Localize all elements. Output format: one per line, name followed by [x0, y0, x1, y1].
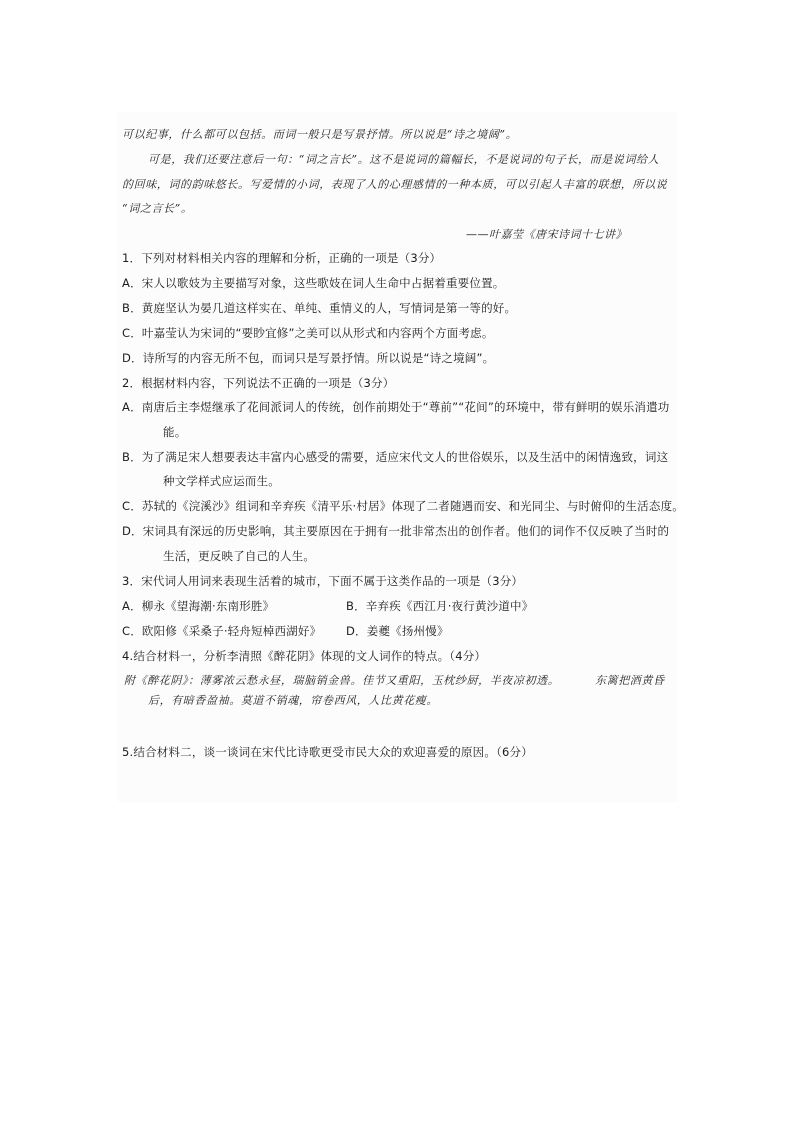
passage-line-1: 可以纪事，什么都可以包括。而词一般只是写景抒情。所以说是“诗之境阔”。: [122, 128, 518, 141]
passage-attribution: ——叶嘉莹《唐宋诗词十七讲》: [466, 228, 627, 241]
q3-option-c: C．欧阳修《采桑子·轻舟短棹西湖好》: [122, 624, 322, 638]
q1-stem: 1．下列对材料相关内容的理解和分析，正确的一项是（3分）: [122, 251, 442, 265]
q2-stem: 2．根据材料内容，下列说法不正确的一项是（3分）: [122, 376, 395, 390]
q1-option-b: B．黄庭坚认为晏几道这样实在、单纯、重情义的人，写情词是第一等的好。: [122, 301, 517, 315]
q2-option-c: C．苏轼的《浣溪沙》组词和辛弃疾《清平乐·村居》体现了二者随遇而安、和光同尘、与时俯仰的生活态度。: [122, 499, 684, 513]
passage-line-4: “词之言长”。: [122, 202, 193, 215]
q4-stem: 4.结合材料一，分析李清照《醉花阴》体现的文人词作的特点。（4分）: [122, 649, 487, 663]
q5-stem: 5.结合材料二，谈一谈词在宋代比诗歌更受市民大众的欢迎喜爱的原因。（6分）: [122, 745, 533, 759]
passage-line-2: 可是，我们还要注意后一句：“词之言长”。这不是说词的篇幅长，不是说词的句子长，而是说词给人: [148, 153, 660, 166]
passage-line-3: 的回味，词的韵味悠长。写爱情的小词，表现了人的心理感情的一种本质，可以引起人丰富的联想，所以说: [122, 178, 668, 191]
q4-poem-line-1: 附《醉花阴》：薄雾浓云愁永昼，瑞脑销金兽。佳节又重阳，玉枕纱厨，半夜凉初透。: [124, 674, 560, 687]
q3-option-a: A．柳永《望海潮·东南形胜》: [122, 599, 275, 613]
q1-option-d: D．诗所写的内容无所不包，而词只是写景抒情。所以说是“诗之境阔”。: [122, 351, 495, 365]
q4-poem-line-1-tail: 东篱把酒黄昏: [595, 674, 665, 687]
q3-stem: 3．宋代词人用词来表现生活着的城市，下面不属于这类作品的一项是（3分）: [122, 574, 524, 588]
q4-poem-line-2: 后，有暗香盈袖。莫道不销魂，帘卷西风，人比黄花瘦。: [148, 694, 438, 707]
q1-option-c: C．叶嘉莹认为宋词的“要眇宜修”之美可以从形式和内容两个方面考虑。: [122, 326, 494, 340]
q2-option-a-line1: A．南唐后主李煜继承了花间派词人的传统，创作前期处于“尊前”“花间”的环境中，带有鲜明的娱乐消遣功: [122, 400, 670, 414]
q3-option-d: D．姜夔《扬州慢》: [346, 624, 449, 638]
q2-option-b-line2: 种文学样式应运而生。: [163, 474, 280, 488]
q2-option-d-line2: 生活，更反映了自己的人生。: [163, 549, 316, 563]
q2-option-d-line1: D．宋词具有深远的历史影响，其主要原因在于拥有一批非常杰出的创作者。他们的词作不仅反映了当时的: [122, 524, 670, 538]
q3-option-b: B．辛弃疾《西江月·夜行黄沙道中》: [346, 599, 534, 613]
q2-option-a-line2: 能。: [163, 425, 187, 439]
q1-option-a: A．宋人以歌妓为主要描写对象，这些歌妓在词人生命中占据着重要位置。: [122, 276, 505, 290]
q2-option-b-line1: B．为了满足宋人想要表达丰富内心感受的需要，适应宋代文人的世俗娱乐，以及生活中的闲情逸致，词这: [122, 450, 669, 464]
